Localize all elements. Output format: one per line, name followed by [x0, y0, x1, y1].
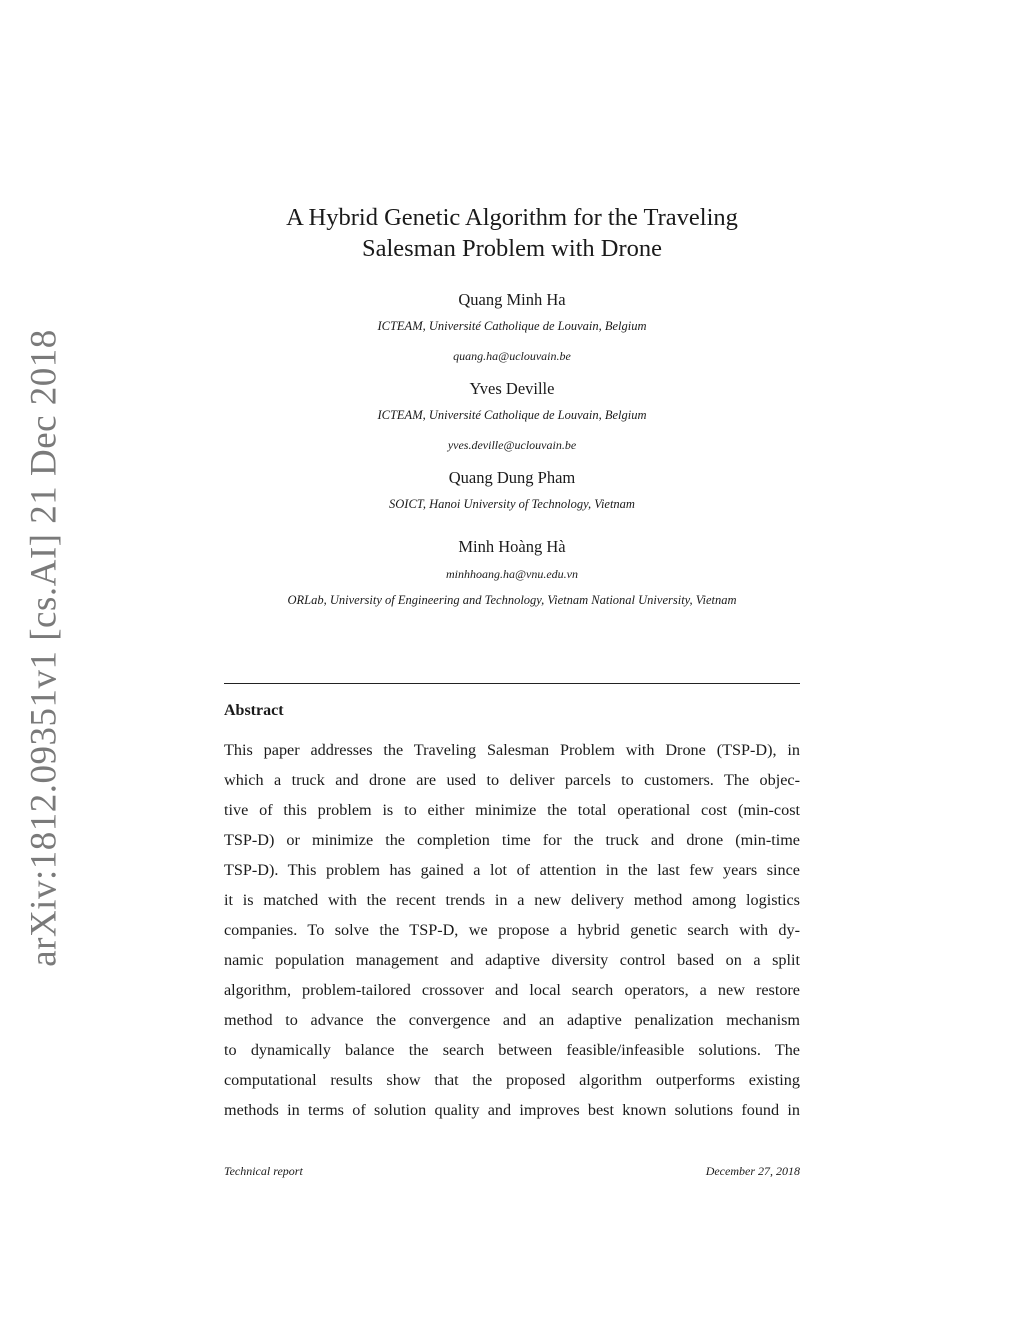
abstract-line: This paper addresses the Traveling Salesman Problem with Drone (TSP-D), in: [224, 741, 800, 759]
footer-date: December 27, 2018: [705, 1164, 800, 1178]
author-name: Quang Minh Ha: [458, 290, 566, 309]
abstract-divider: [224, 683, 800, 684]
abstract-line: which a truck and drone are used to deliver parcels to customers. The objec-: [224, 771, 800, 789]
arxiv-identifier-stamp: arXiv:1812.09351v1 [cs.AI] 21 Dec 2018: [23, 329, 65, 967]
author-name: Minh Hoàng Hà: [458, 537, 566, 556]
abstract-line: namic population management and adaptive diversity control based on a split: [224, 951, 800, 969]
author-email: minhhoang.ha@vnu.edu.vn: [445, 567, 579, 581]
author-affiliation: ORLab, University of Engineering and Technology, Vietnam National University, Vietnam: [287, 593, 737, 607]
abstract-line: to dynamically balance the search between feasible/infeasible solutions. The: [224, 1041, 800, 1059]
author-name: Quang Dung Pham: [448, 468, 576, 487]
abstract-body: [224, 740, 800, 1130]
footer-report-type: Technical report: [224, 1164, 303, 1178]
abstract-line: TSP-D). This problem has gained a lot of attention in the last few years since: [224, 861, 800, 879]
abstract-line: computational results show that the proposed algorithm outperforms existing: [224, 1071, 800, 1089]
author-email: quang.ha@uclouvain.be: [453, 349, 571, 363]
abstract-line: it is matched with the recent trends in a new delivery method among logistics: [224, 891, 800, 909]
abstract-line: method to advance the convergence and an adaptive penalization mechanism: [224, 1011, 800, 1029]
abstract-line: TSP-D) or minimize the completion time for the truck and drone (min-time: [224, 831, 800, 849]
author-affiliation: SOICT, Hanoi University of Technology, Vietnam: [389, 497, 635, 511]
abstract-line: methods in terms of solution quality and improves best known solutions found in: [224, 1101, 800, 1119]
author-name: Yves Deville: [469, 379, 555, 398]
author-affiliation: ICTEAM, Université Catholique de Louvain, Belgium: [377, 319, 647, 333]
abstract-line: tive of this problem is to either minimize the total operational cost (min-cost: [224, 801, 800, 819]
title-line-2: Salesman Problem with Drone: [361, 235, 663, 262]
author-email: yves.deville@uclouvain.be: [447, 438, 577, 452]
author-affiliation: ICTEAM, Université Catholique de Louvain, Belgium: [377, 408, 647, 422]
abstract-line: algorithm, problem-tailored crossover and local search operators, a new restore: [224, 981, 800, 999]
title-line-1: A Hybrid Genetic Algorithm for the Traveling: [286, 204, 738, 231]
abstract-heading: Abstract: [224, 702, 284, 719]
paper-title: [212, 202, 812, 264]
abstract-line: companies. To solve the TSP-D, we propose a hybrid genetic search with dy-: [224, 921, 800, 939]
